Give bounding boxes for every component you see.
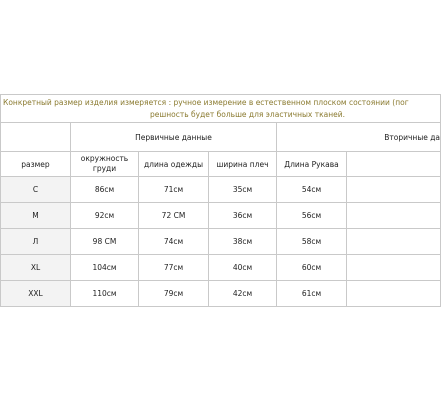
- cell-sleeve: 60см: [277, 255, 347, 281]
- cell-extra: [347, 281, 441, 307]
- column-header-row: [1, 152, 441, 177]
- cell-shoulder: 36см: [209, 203, 277, 229]
- cell-shoulder: 40см: [209, 255, 277, 281]
- cell-chest: 110см: [71, 281, 139, 307]
- note-line-1: Конкретный размер изделия измеряется : ручное измерение в естественном плоском состоянии (пог: [3, 97, 409, 107]
- cell-extra: [347, 177, 441, 203]
- cell-extra: [347, 229, 441, 255]
- cell-sleeve: 56см: [277, 203, 347, 229]
- cell-length: 74см: [139, 229, 209, 255]
- cell-chest: 92см: [71, 203, 139, 229]
- size-table: [0, 94, 441, 307]
- cell-size: XL: [1, 255, 71, 281]
- cell-shoulder: 38см: [209, 229, 277, 255]
- column-header-sleeve: Длина Рукава: [277, 152, 347, 177]
- cell-shoulder: 42см: [209, 281, 277, 307]
- cell-length: 77см: [139, 255, 209, 281]
- table-row: [1, 177, 441, 203]
- group-header-primary: Первичные данные: [71, 123, 277, 152]
- column-header-chest: окружность груди: [71, 152, 139, 177]
- cell-size: M: [1, 203, 71, 229]
- cell-length: 72 СМ: [139, 203, 209, 229]
- group-header-empty: [1, 123, 71, 152]
- cell-chest: 86см: [71, 177, 139, 203]
- table-row: [1, 255, 441, 281]
- table-row: [1, 229, 441, 255]
- cell-extra: [347, 203, 441, 229]
- cell-chest: 98 СМ: [71, 229, 139, 255]
- cell-length: 79см: [139, 281, 209, 307]
- size-chart: [0, 94, 441, 304]
- cell-length: 71см: [139, 177, 209, 203]
- note-line-2: решность будет больше для эластичных тканей.: [150, 109, 346, 119]
- cell-size: C: [1, 177, 71, 203]
- cell-chest: 104см: [71, 255, 139, 281]
- cell-sleeve: 58см: [277, 229, 347, 255]
- column-header-size: размер: [1, 152, 71, 177]
- column-header-extra: [347, 152, 441, 177]
- group-header-row: [1, 123, 441, 152]
- table-row: [1, 281, 441, 307]
- measurement-note: [1, 95, 441, 123]
- column-header-shoulder: ширина плеч: [209, 152, 277, 177]
- cell-sleeve: 61см: [277, 281, 347, 307]
- cell-extra: [347, 255, 441, 281]
- note-row: [1, 95, 441, 123]
- cell-sleeve: 54см: [277, 177, 347, 203]
- table-row: [1, 203, 441, 229]
- group-header-secondary: Вторичные да: [277, 123, 441, 152]
- cell-shoulder: 35см: [209, 177, 277, 203]
- column-header-length: длина одежды: [139, 152, 209, 177]
- cell-size: Л: [1, 229, 71, 255]
- cell-size: XXL: [1, 281, 71, 307]
